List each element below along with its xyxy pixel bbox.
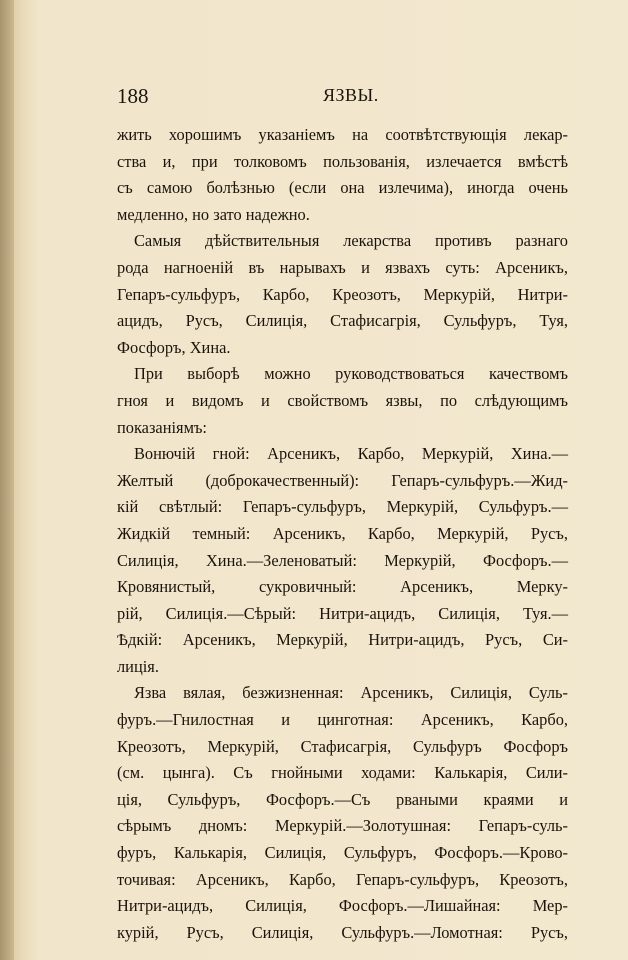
running-title: ЯЗВЫ.: [323, 85, 379, 105]
text-line: сѣрымъ дномъ: Меркурій.—Золотушная: Гепаръ-суль-: [117, 816, 568, 836]
page-header: [117, 84, 567, 110]
text-line: Жидкій темный: Арсеникъ, Карбо, Меркурій, Русъ,: [117, 523, 568, 543]
text-line: кій свѣтлый: Гепаръ-сульфуръ, Меркурій, Сульфуръ.—: [117, 497, 568, 517]
text-line: Нитри-ацидъ, Силиція, Фосфоръ.—Лишайная: Мер-: [117, 896, 568, 916]
text-line: медленно, но зато надежно.: [117, 204, 310, 224]
text-line: съ самою болѣзнью (если она излечима), иногда очень: [117, 178, 568, 198]
text-line: ацидъ, Русъ, Силиція, Стафисагрія, Сульфуръ, Туя,: [117, 311, 568, 331]
text-line: Креозотъ, Меркурій, Стафисагрія, Сульфуръ Фосфоръ: [117, 736, 568, 756]
text-line: Язва вялая, безжизненная: Арсеникъ, Силиція, Суль-: [134, 683, 568, 703]
text-line: При выборѣ можно руководствоваться качествомъ: [134, 364, 568, 384]
text-line: рій, Силиція.—Сѣрый: Нитри-ацидъ, Силиція, Туя.—: [117, 603, 568, 623]
text-line: курій, Русъ, Силиція, Сульфуръ.—Ломотная: Русъ,: [117, 922, 568, 942]
text-line: Вонючій гной: Арсеникъ, Карбо, Меркурій, Хина.—: [134, 444, 568, 464]
text-line: Ѣдкій: Арсеникъ, Меркурій, Нитри-ацидъ, Русъ, Си-: [117, 630, 568, 650]
text-line: показаніямъ:: [117, 417, 207, 437]
text-line: ства и, при толковомъ пользованія, излечается вмѣстѣ: [117, 151, 568, 171]
text-line: Фосфоръ, Хина.: [117, 337, 231, 357]
text-line: Гепаръ-сульфуръ, Карбо, Креозотъ, Меркурій, Нитри-: [117, 284, 568, 304]
text-line: гноя и видомъ и свойствомъ язвы, по слѣдующимъ: [117, 390, 568, 410]
text-line: (см. цынга). Съ гнойными ходами: Калькарія, Сили-: [117, 763, 568, 783]
text-line: ція, Сульфуръ, Фосфоръ.—Съ рваными краями и: [117, 789, 568, 809]
text-line: фуръ, Калькарія, Силиція, Сульфуръ, Фосфоръ.—Крово-: [117, 843, 568, 863]
text-line: фуръ.—Гнилостная и цинготная: Арсеникъ, Карбо,: [117, 710, 568, 730]
text-line: точивая: Арсеникъ, Карбо, Гепаръ-сульфуръ, Креозотъ,: [117, 869, 568, 889]
text-line: Желтый (доброкачественный): Гепаръ-сульфуръ.—Жид-: [117, 470, 568, 490]
text-line: Силиція, Хина.—Зеленоватый: Меркурій, Фосфоръ.—: [117, 550, 568, 570]
body-text: [117, 122, 568, 946]
text-line: рода нагноеній въ нарывахъ и язвахъ суть: Арсеникъ,: [117, 257, 568, 277]
text-line: Кровянистый, сукровичный: Арсеникъ, Мерку-: [117, 577, 568, 597]
text-line: Самыя дѣйствительныя лекарства противъ разнаго: [134, 231, 568, 251]
book-gutter: [0, 0, 14, 960]
text-line: жить хорошимъ указаніемъ на соотвѣтствующія лекар-: [117, 125, 568, 144]
text-line: лиція.: [117, 656, 159, 676]
page-number: 188: [117, 84, 149, 108]
